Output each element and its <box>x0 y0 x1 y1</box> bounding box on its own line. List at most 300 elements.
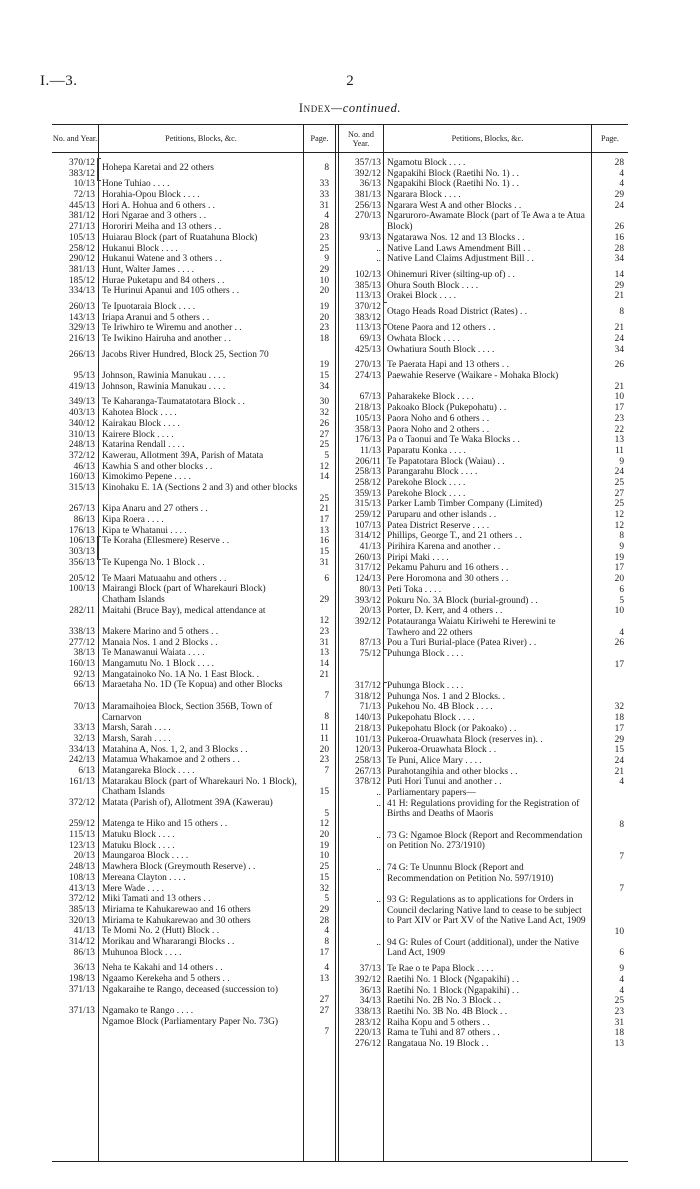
entry-page: 9 <box>619 456 624 467</box>
index-entry <box>52 254 332 265</box>
entry-title: Hori Ngarae and 3 others . . <box>102 211 207 222</box>
entry-number: 38/13 <box>73 648 95 659</box>
index-entry <box>340 895 628 938</box>
index-entry <box>340 563 628 574</box>
entry-title: Maitahi (Bruce Bay), medical attendance at <box>102 605 266 616</box>
entry-number: 425/13 <box>354 344 381 355</box>
index-entry <box>340 467 628 478</box>
entry-title: Piripi Maki . . . . <box>387 552 449 563</box>
entry-number: 282/11 <box>69 605 95 616</box>
entry-title: Matangareka Block . . . . <box>102 765 195 776</box>
entry-page: 4 <box>324 926 329 937</box>
index-entry <box>340 542 628 553</box>
entry-page: 27 <box>319 429 329 440</box>
entry-number: 176/13 <box>68 525 95 536</box>
entry-page: 8 <box>619 531 624 542</box>
entry-title: Te Kaharanga-Taumatatotara Block . . <box>102 397 245 408</box>
entry-number: 220/13 <box>354 1028 381 1039</box>
entry-title: Huiarau Block (part of Ruatahuna Block) <box>102 232 258 243</box>
index-entry <box>52 536 332 557</box>
index-entry <box>340 606 628 617</box>
index-entry <box>340 291 628 302</box>
entry-page: 21 <box>319 504 329 515</box>
entry-number: 36/13 <box>359 985 381 996</box>
entry-page: 15 <box>319 547 329 558</box>
entry-number: 314/12 <box>354 531 381 542</box>
entry-title: Pukepohatu Block . . . . <box>387 713 475 724</box>
entry-number: 259/12 <box>354 510 381 521</box>
entry-page: 20 <box>319 312 329 323</box>
entry-title: Raetihi No. 2B No. 3 Block . . <box>387 996 501 1007</box>
entry-title: Kimokimo Pepene . . . . <box>102 472 191 483</box>
entry-title: Raetihi No. 1 Block (Ngapakihi) . . <box>387 985 520 996</box>
entry-page: 20 <box>319 286 329 297</box>
entry-title: Miriama te Kahukarewao and 30 others <box>102 915 251 926</box>
entry-number: 72/13 <box>73 190 95 201</box>
entry-number: 413/13 <box>68 883 95 894</box>
entry-number: 385/13 <box>68 904 95 915</box>
entry-number: 372/12 <box>68 798 95 809</box>
entry-page: 27 <box>614 488 624 499</box>
entry-title: Pokuru No. 3A Block (burial-ground) . . <box>387 595 538 606</box>
entry-page: 21 <box>614 381 624 392</box>
entry-number: 46/13 <box>73 461 95 472</box>
index-entry <box>52 873 332 884</box>
entry-page: 17 <box>614 659 624 670</box>
page-number: 2 <box>346 73 354 89</box>
entry-title: Otene Paora and 12 others . . <box>387 323 496 334</box>
entry-title: Native Land Laws Amendment Bill . . <box>387 243 531 254</box>
entry-page: 21 <box>319 669 329 680</box>
index-entry <box>340 585 628 596</box>
index-entry <box>52 265 332 276</box>
index-entry <box>340 414 628 425</box>
entry-page: 21 <box>614 291 624 302</box>
entry-title: Mawhera Block (Greymouth Reserve) . . <box>102 862 256 873</box>
entry-number: 66/13 <box>73 680 95 691</box>
index-entry <box>52 158 332 179</box>
index-entry <box>52 830 332 841</box>
entry-number: 95/13 <box>73 371 95 382</box>
entry-title: Te Momi No. 2 (Hutt) Block . . <box>102 926 220 937</box>
entry-number: 359/13 <box>354 488 381 499</box>
entry-page: 14 <box>319 472 329 483</box>
entry-page: 16 <box>614 232 624 243</box>
entry-number: .. <box>376 937 381 948</box>
entry-title: Maramaihoiea Block, Section 356B, Town of Carnarvon <box>102 701 273 723</box>
entry-page: 25 <box>319 493 329 504</box>
entry-page: 7 <box>324 765 329 776</box>
entry-title: Parker Lamb Timber Company (Limited) <box>387 499 543 510</box>
entry-title: Pukehou No. 4B Block . . . . <box>387 702 493 713</box>
entry-title: Paora Noho and 2 others . . <box>387 424 490 435</box>
index-entry <box>52 515 332 526</box>
index-entry <box>52 745 332 756</box>
entry-number: 32/13 <box>73 733 95 744</box>
entry-page: 4 <box>619 985 624 996</box>
entry-number: 340/12 <box>68 418 95 429</box>
index-entry <box>340 702 628 713</box>
entry-title: Horahia-Opou Block . . . . <box>102 190 200 201</box>
entry-page: 13 <box>614 1038 624 1049</box>
index-entry <box>52 702 332 723</box>
entry-page: 4 <box>619 179 624 190</box>
entry-number: 370/12 <box>354 301 381 312</box>
entry-number: 378/12 <box>354 777 381 788</box>
entry-page: 27 <box>319 1006 329 1017</box>
index-entry <box>340 574 628 585</box>
entry-number: 105/13 <box>68 232 95 243</box>
index-entry <box>340 1028 628 1039</box>
entry-title: Katarina Rendall . . . . <box>102 440 185 451</box>
entry-number: 258/13 <box>354 755 381 766</box>
entry-title: Marsh, Sarah . . . . <box>102 723 171 734</box>
entry-number: 20/13 <box>359 606 381 617</box>
entry-title: Te Hurinui Apanui and 105 others . . <box>102 286 240 297</box>
entry-title: Marsh, Sarah . . . . <box>102 733 171 744</box>
entry-number: 372/12 <box>68 450 95 461</box>
entry-title: Purahotangihia and other blocks . . <box>387 766 518 777</box>
entry-page: 10 <box>614 606 624 617</box>
entry-title: Te Manawanui Waiata . . . . <box>102 648 205 659</box>
index-entry <box>340 281 628 292</box>
index-entry <box>340 489 628 500</box>
entry-number: 370/12 <box>68 158 95 168</box>
entry-title: Pukeroa-Oruawhata Block . . <box>387 745 497 756</box>
entry-number: 106/13 <box>68 536 95 547</box>
entry-number: 75/12 <box>359 649 381 659</box>
entry-page: 18 <box>319 334 329 345</box>
entry-number: 356/13 <box>68 557 95 568</box>
entry-title: Te Koraha (Ellesmere) Reserve . . <box>102 536 230 547</box>
entry-page: 16 <box>319 536 329 547</box>
entry-number: 11/13 <box>359 445 381 456</box>
entry-page: 23 <box>319 755 329 766</box>
index-entry <box>52 371 332 382</box>
index-entry <box>340 553 628 564</box>
entry-title: Rama te Tuhi and 87 others . . <box>387 1028 500 1039</box>
entry-page: 13 <box>614 435 624 446</box>
entry-title: Kawerau, Allotment 39A, Parish of Matata <box>102 450 264 461</box>
entry-title: Mangatainoko No. 1A No. 1 East Block. . <box>102 669 260 680</box>
index-entry <box>52 462 332 473</box>
document-reference: I.—3. <box>40 73 78 89</box>
index-entry <box>340 244 628 255</box>
entry-number: 338/13 <box>354 1006 381 1017</box>
entry-page: 24 <box>614 200 624 211</box>
entry-title: Parekohe Block . . . . <box>387 488 466 499</box>
entry-page: 23 <box>614 413 624 424</box>
entry-number: 71/13 <box>359 702 381 713</box>
entry-number: 383/12 <box>354 312 381 323</box>
entry-title: Kairakau Block . . . . <box>102 418 180 429</box>
entry-title: Ngamako te Rango . . . . <box>102 1006 194 1017</box>
entry-number: 371/13 <box>68 984 95 995</box>
entry-number: 41/13 <box>359 542 381 553</box>
entry-page: 19 <box>614 552 624 563</box>
entry-title: Pukepohatu Block (or Pakoako) . . <box>387 723 517 734</box>
entry-title: Paora Noho and 6 others . . <box>387 413 490 424</box>
entry-title: Raetihi No. 1 Block (Ngapakihi) . . <box>387 974 520 985</box>
entry-number: 383/12 <box>68 168 95 179</box>
entry-page: 13 <box>319 648 329 659</box>
entry-page: 5 <box>324 450 329 461</box>
entry-page: 32 <box>614 702 624 713</box>
entry-page: 14 <box>319 659 329 670</box>
entry-title: Hohepa Karetai and 22 others <box>102 163 214 174</box>
entry-page: 12 <box>319 616 329 627</box>
entry-title: Parekohe Block . . . . <box>387 477 466 488</box>
entry-page: 28 <box>319 222 329 233</box>
entry-number: .. <box>376 787 381 798</box>
index-entry <box>52 819 332 830</box>
entry-title: Otago Heads Road District (Rates) . . <box>387 307 528 318</box>
index-entry <box>340 831 628 863</box>
entry-page: 9 <box>324 254 329 265</box>
entry-number: 37/13 <box>359 964 381 975</box>
index-entry <box>340 531 628 542</box>
entry-number: 358/13 <box>354 424 381 435</box>
entry-number: 445/13 <box>68 200 95 211</box>
entry-page: 12 <box>614 520 624 531</box>
entry-title: Mereana Clayton . . . . <box>102 872 186 883</box>
entry-number: 86/13 <box>73 515 95 526</box>
entry-page: 31 <box>614 1017 624 1028</box>
entry-number: 20/13 <box>73 851 95 862</box>
index-entry <box>52 963 332 974</box>
entry-page: 22 <box>614 424 624 435</box>
entry-title: Te Papatotara Block (Waiau) . . <box>387 456 505 467</box>
index-entry <box>340 211 628 232</box>
entry-title: Hororiri Meiha and 13 others . . <box>102 222 222 233</box>
entry-number: 160/13 <box>68 659 95 670</box>
entry-number: 36/13 <box>73 963 95 974</box>
index-entry <box>340 617 628 638</box>
index-entry <box>340 345 628 356</box>
entry-title: Puhunga Block . . . . <box>387 649 464 659</box>
entry-number: 303/13 <box>68 547 95 558</box>
entry-number: 283/12 <box>354 1017 381 1028</box>
index-entry <box>340 638 628 649</box>
entry-page: 4 <box>619 627 624 638</box>
entry-number: 102/13 <box>354 269 381 280</box>
entry-title: Kairere Block . . . . <box>102 429 174 440</box>
index-entry <box>52 648 332 659</box>
entry-title: Pa o Taonui and Te Waka Blocks . . <box>387 435 520 446</box>
entry-title: Hone Tuhiao . . . . <box>102 179 170 190</box>
entry-title: Ohura South Block . . . . <box>387 280 479 291</box>
entry-title: 73 G: Ngamoe Block (Report and Recommendation on Petition No. 273/1910) <box>387 830 583 852</box>
entry-number: 271/13 <box>68 222 95 233</box>
entry-page: 19 <box>319 840 329 851</box>
entry-title: Ngatarawa Nos. 12 and 13 Blocks . . <box>387 232 525 243</box>
entry-number: 267/13 <box>68 504 95 515</box>
entry-number: 266/13 <box>68 349 95 360</box>
entry-title: 41 H: Regulations providing for the Registration of Births and Deaths of Maoris <box>387 798 580 820</box>
index-entry <box>52 350 332 371</box>
entry-number: 315/13 <box>354 499 381 510</box>
entry-page: 7 <box>324 691 329 702</box>
index-entry <box>52 798 332 819</box>
entry-number: 258/12 <box>354 477 381 488</box>
entry-number: .. <box>376 254 381 265</box>
entry-title: Potatauranga Waiatu Kiriwehi te Herewini te Tawhero and 22 others <box>387 616 556 638</box>
entry-title: Te Paerata Hapi and 13 others . . <box>387 360 509 371</box>
entry-number: 267/13 <box>354 766 381 777</box>
entry-title: Te Rae o te Papa Block . . . . <box>387 964 494 975</box>
entry-title: Pukeroa-Oruawhata Block (reserves in). . <box>387 734 543 745</box>
index-entry <box>340 179 628 190</box>
index-entry <box>340 302 628 323</box>
entry-title: Jacobs River Hundred, Block 25, Section 70 <box>102 349 269 360</box>
entry-page: 4 <box>619 777 624 788</box>
index-entry <box>52 916 332 927</box>
entry-page: 34 <box>319 381 329 392</box>
entry-title: Ngakaraihe te Rango, deceased (succession to) <box>102 984 278 995</box>
entry-title: Rangataua No. 19 Block . . <box>387 1038 489 1049</box>
brace-mark <box>97 536 101 559</box>
entry-page: 23 <box>319 626 329 637</box>
index-entry <box>340 767 628 778</box>
entry-page: 12 <box>319 819 329 830</box>
right-column <box>340 158 628 1050</box>
index-entry <box>52 851 332 862</box>
entry-number: 93/13 <box>359 232 381 243</box>
entry-page: 29 <box>319 264 329 275</box>
entry-page: 17 <box>614 723 624 734</box>
entry-title: Paruparu and other islands . . <box>387 510 497 521</box>
index-entry <box>52 862 332 873</box>
entry-number: 277/12 <box>68 637 95 648</box>
entry-number: 92/13 <box>73 669 95 680</box>
entry-page: 10 <box>614 392 624 403</box>
entry-page: 6 <box>619 948 624 959</box>
entry-number: 258/13 <box>354 467 381 478</box>
entry-number: 329/13 <box>68 323 95 334</box>
entry-title: Ngapakihi Block (Raetihi No. 1) . . <box>387 179 520 190</box>
entry-title: 93 G: Regulations as to applications for Orders in Council declaring Native land to cease to be subject to Part XIV or Part XV of the Native Land Act, 1909 <box>387 894 586 927</box>
entry-page: 28 <box>614 158 624 168</box>
entry-title: Kipa Anaru and 27 others . . <box>102 504 208 515</box>
index-entry <box>52 1017 332 1038</box>
entry-page: 13 <box>319 974 329 985</box>
entry-number: .. <box>376 830 381 841</box>
entry-number: 115/13 <box>69 830 95 841</box>
entry-page: 6 <box>324 573 329 584</box>
index-entry <box>340 863 628 895</box>
entry-number: 80/13 <box>359 584 381 595</box>
entry-title: Parliamentary papers— <box>387 787 476 798</box>
entry-number: .. <box>376 862 381 873</box>
entry-number: 248/13 <box>68 862 95 873</box>
index-entry <box>52 179 332 190</box>
entry-title: Te Iwikino Hairuha and another . . <box>102 334 231 345</box>
entry-number: 101/13 <box>354 734 381 745</box>
entry-page: 19 <box>319 301 329 312</box>
index-entry <box>52 483 332 504</box>
entry-page: 34 <box>614 344 624 355</box>
index-entry <box>52 584 332 605</box>
index-entry <box>340 964 628 975</box>
entry-number: 372/12 <box>68 894 95 905</box>
entry-page: 25 <box>614 499 624 510</box>
entry-number: 206/11 <box>355 456 381 467</box>
index-entry <box>340 1039 628 1050</box>
entry-number: 105/13 <box>354 413 381 424</box>
index-entry <box>52 233 332 244</box>
entry-page: 11 <box>319 723 329 734</box>
index-entry <box>340 254 628 265</box>
entry-number: 143/13 <box>68 312 95 323</box>
index-entry <box>52 670 332 681</box>
entry-page: 21 <box>614 766 624 777</box>
entry-title: Makere Marino and 5 others . . <box>102 626 219 637</box>
entry-number: 248/13 <box>68 440 95 451</box>
entry-page: 18 <box>614 1028 624 1039</box>
entry-title: Pere Horomona and 30 others . . <box>387 574 509 585</box>
entry-number: 318/12 <box>354 691 381 702</box>
entry-number: 334/13 <box>68 286 95 297</box>
entry-number: 113/13 <box>355 323 381 334</box>
index-entry <box>52 504 332 515</box>
entry-number: 392/12 <box>354 168 381 179</box>
entry-number: 36/13 <box>359 179 381 190</box>
entry-page: 25 <box>319 440 329 451</box>
entry-title: Raetihi No. 3B No. 4B Block . . <box>387 1006 508 1017</box>
entry-number: 185/12 <box>68 275 95 286</box>
entry-title: Kipa Roera . . . . <box>102 515 164 526</box>
index-entry <box>340 169 628 180</box>
entry-number: 270/13 <box>354 211 381 222</box>
entry-page: 9 <box>619 542 624 553</box>
entry-page: 10 <box>319 275 329 286</box>
entry-title: Morikau and Whararangi Blocks . . <box>102 936 235 947</box>
center-rule <box>335 125 339 1161</box>
index-entry <box>340 446 628 457</box>
index-entry <box>52 472 332 483</box>
index-entry <box>52 905 332 916</box>
index-entry <box>52 276 332 287</box>
header-rule <box>52 152 628 153</box>
entry-page: 25 <box>319 243 329 254</box>
entry-page: 8 <box>324 712 329 723</box>
entry-page: 33 <box>319 179 329 190</box>
entry-title: Matenga te Hiko and 15 others . . <box>102 819 228 830</box>
index-entry <box>52 627 332 638</box>
index-entry <box>52 451 332 462</box>
entry-title: Miki Tamati and 13 others . . <box>102 894 211 905</box>
index-entry <box>52 985 332 1006</box>
index-entry <box>340 190 628 201</box>
entry-title: Paharakeke Block . . . . <box>387 392 474 403</box>
entry-page: 18 <box>614 713 624 724</box>
index-entry <box>52 734 332 745</box>
entry-title: Hukanui Watene and 3 others . . <box>102 254 222 265</box>
entry-title: Te Puni, Alice Mary . . . . <box>387 755 482 766</box>
index-entry <box>52 755 332 766</box>
entry-page: 23 <box>319 323 329 334</box>
entry-number: 274/13 <box>354 371 381 382</box>
entry-title: Parangarahu Block . . . . <box>387 467 478 478</box>
index-entry <box>340 478 628 489</box>
entry-page: 29 <box>319 594 329 605</box>
index-entry <box>52 430 332 441</box>
index-entry <box>340 270 628 281</box>
entry-number: 242/13 <box>68 755 95 766</box>
index-entry <box>340 403 628 414</box>
entry-number: 419/13 <box>68 381 95 392</box>
entry-page: 4 <box>619 974 624 985</box>
